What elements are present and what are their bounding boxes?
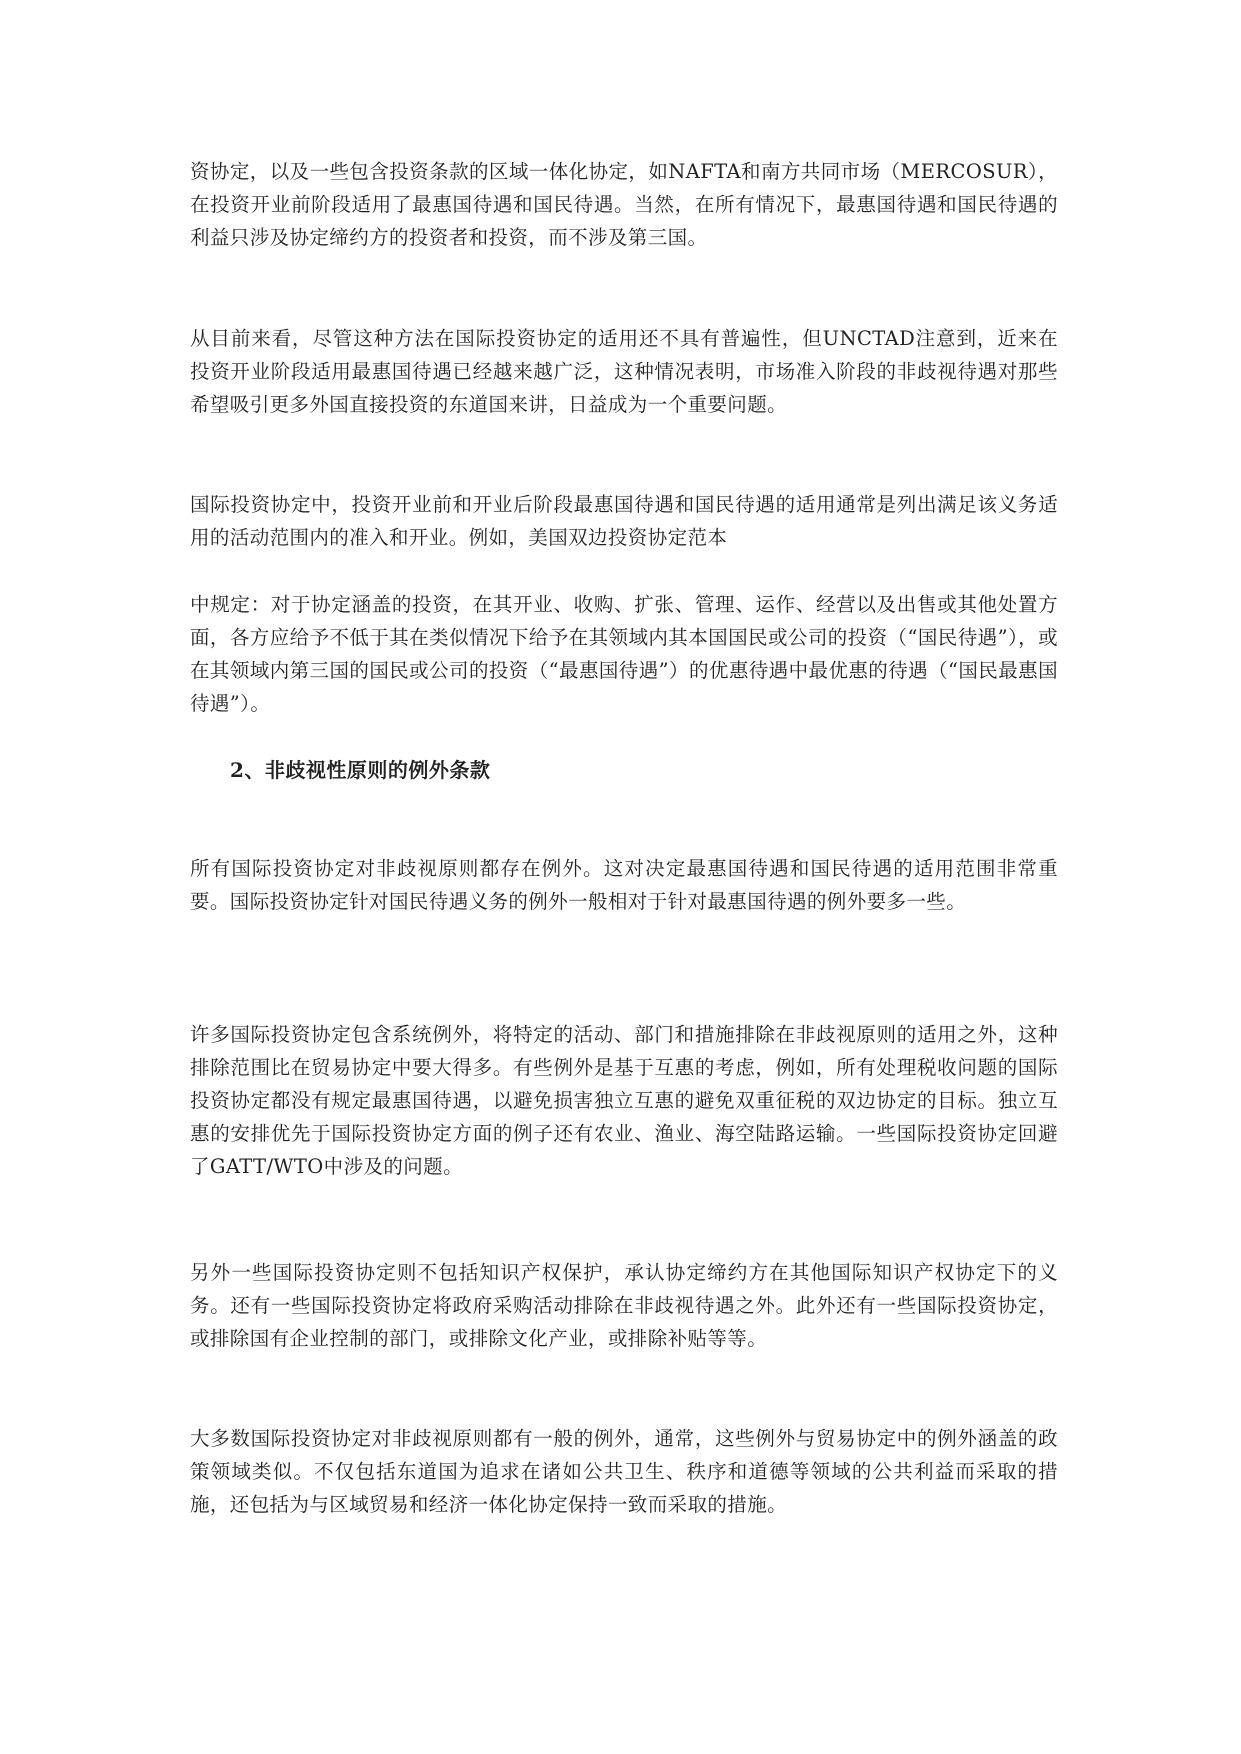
section-heading-exceptions: 2、非歧视性原则的例外条款 — [230, 758, 491, 782]
paragraph-pre-post-establishment: 国际投资协定中，投资开业前和开业后阶段最惠国待遇和国民待遇的适用通常是列出满足该义务适用的活动范围内的准入和开业。例如，美国双边投资协定范本 — [190, 493, 1058, 549]
paragraph-us-bit-model: 中规定：对于协定涵盖的投资，在其开业、收购、扩张、管理、运作、经营以及出售或其他处置方面，各方应给予不低于其在类似情况下给予在其领域内其本国国民或公司的投资（“国民待遇”），或在其领域内第三国的国民或公司的投资（“最惠国待遇”）的优惠待遇中最优惠的待遇（“国民最惠国待遇”）。 — [190, 593, 1058, 715]
paragraph-ip-procurement-exceptions: 另外一些国际投资协定则不包括知识产权保护，承认协定缔约方在其他国际知识产权协定下的义务。还有一些国际投资协定将政府采购活动排除在非歧视待遇之外。此外还有一些国际投资协定，或排除国有企业控制的部门，或排除文化产业，或排除补贴等等。 — [190, 1261, 1058, 1350]
paragraph-general-exceptions: 大多数国际投资协定对非歧视原则都有一般的例外，通常，这些例外与贸易协定中的例外涵盖的政策领域类似。不仅包括东道国为追求在诸如公共卫生、秩序和道德等领域的公共利益而采取的措施，还包括为与区域贸易和经济一体化协定保持一致而采取的措施。 — [190, 1427, 1058, 1516]
paragraph-unctad-observation: 从目前来看，尽管这种方法在国际投资协定的适用还不具有普遍性，但UNCTAD注意到，近来在投资开业阶段适用最惠国待遇已经越来越广泛，这种情况表明，市场准入阶段的非歧视待遇对那些希望吸引更多外国直接投资的东道国来讲，日益成为一个重要问题。 — [190, 327, 1058, 416]
paragraph-exceptions-overview: 所有国际投资协定对非歧视原则都存在例外。这对决定最惠国待遇和国民待遇的适用范围非常重要。国际投资协定针对国民待遇义务的例外一般相对于针对最惠国待遇的例外要多一些。 — [190, 857, 1058, 913]
paragraph-systemic-exceptions: 许多国际投资协定包含系统例外，将特定的活动、部门和措施排除在非歧视原则的适用之外，这种排除范围比在贸易协定中要大得多。有些例外是基于互惠的考虑，例如，所有处理税收问题的国际投资协定都没有规定最惠国待遇，以避免损害独立互惠的避免双重征税的双边协定的目标。独立互惠的安排优先于国际投资协定方面的例子还有农业、渔业、海空陆路运输。一些国际投资协定回避了GATT/WTO中涉及的问题。 — [190, 1023, 1058, 1178]
paragraph-mfn-regional-agreements: 资协定，以及一些包含投资条款的区域一体化协定，如NAFTA和南方共同市场（MERCOSUR），在投资开业前阶段适用了最惠国待遇和国民待遇。当然，在所有情况下，最惠国待遇和国民待遇的利益只涉及协定缔约方的投资者和投资，而不涉及第三国。 — [190, 160, 1058, 249]
